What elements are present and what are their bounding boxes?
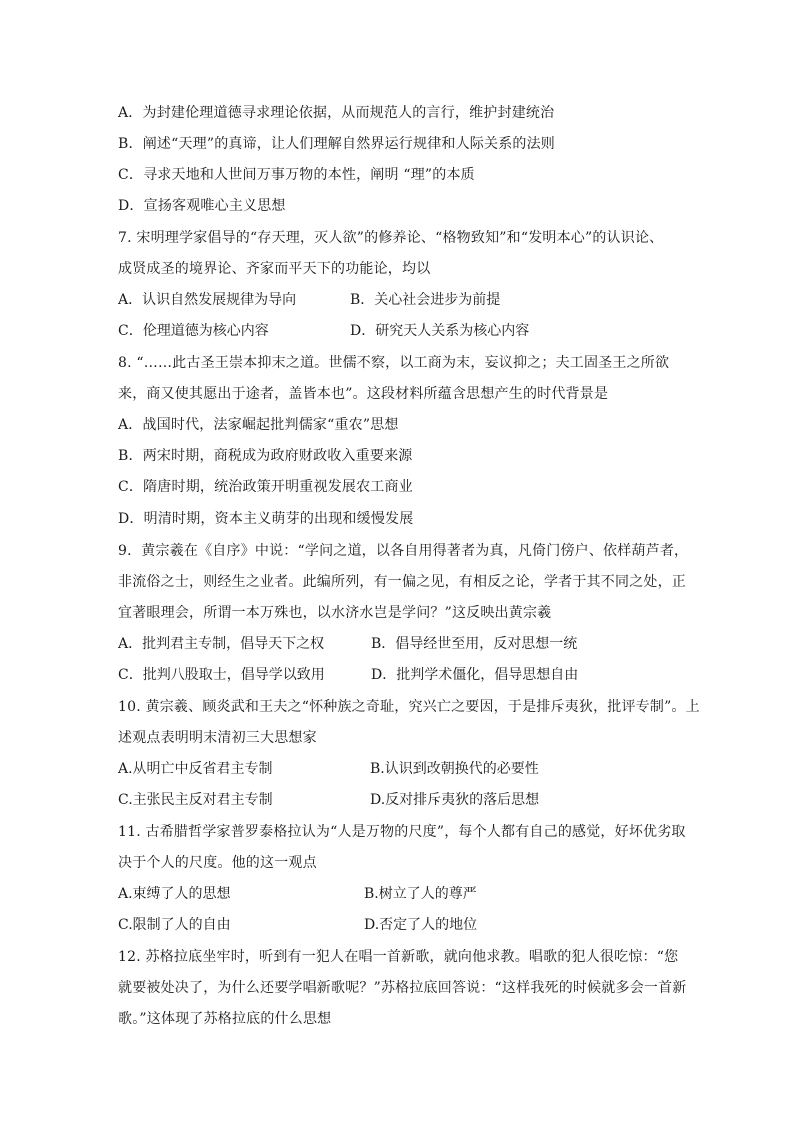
q9-stem-line-2: 非流俗之士，则经生之业者。此编所列，有一偏之见，有相反之论，学者于其不同之处，正	[118, 574, 686, 590]
q11-option-d: D.否定了人的地位	[364, 917, 478, 933]
q9-option-b: B．倡导经世至用，反对思想一统	[371, 636, 578, 652]
q9-option-d: D．批判学术僵化，倡导思想自由	[371, 667, 579, 683]
q11-option-c: C.限制了人的自由	[118, 917, 231, 933]
q9-stem-line-1: 9．黄宗羲在《自序》中说：“学问之道，以各自用得著者为真，凡倚门傍户、依样葫芦者，	[118, 543, 689, 559]
q10-option-c: C.主张民主反对君主专制	[118, 792, 273, 808]
q10-option-d: D.反对排斥夷狄的落后思想	[370, 792, 540, 808]
q8-option-c: C．隋唐时期，统治政策开明重视发展农工商业	[118, 479, 413, 495]
q10-stem-line-1: 10. 黄宗羲、顾炎武和王夫之“怀种族之奇耻，究兴亡之要因，于是排斥夷狄，批评专制”。上	[118, 699, 700, 715]
q6-option-c: C．寻求天地和人世间万事万物的本性，阐明 “理”的本质	[118, 167, 475, 183]
q9-option-a: A．批判君主专制，倡导天下之权	[118, 636, 325, 652]
q8-option-d: D．明清时期，资本主义萌芽的出现和缓慢发展	[118, 511, 414, 527]
q7-stem-line-2: 成贤成圣的境界论、齐家而平天下的功能论，均以	[118, 261, 431, 277]
q10-option-a: A.从明亡中反省君主专制	[118, 761, 273, 777]
q6-option-b: B．阐述“天理”的真谛，让人们理解自然界运行规律和人际关系的法则	[118, 136, 556, 152]
q12-stem-line-2: 就要被处决了，为什么还要学唱新歌呢？”苏格拉底回答说：“这样我死的时候就多会一首新	[118, 980, 687, 996]
q7-option-d: D．研究天人关系为核心内容	[350, 323, 530, 339]
q7-option-a: A．认识自然发展规律为导向	[118, 292, 297, 308]
q9-option-c: C．批判八股取士，倡导学以致用	[118, 667, 325, 683]
q12-stem-line-1: 12. 苏格拉底坐牢时，听到有一犯人在唱一首新歌，就向他求教。唱歌的犯人很吃惊：“您	[118, 949, 679, 965]
q10-option-b: B.认识到改朝换代的必要性	[370, 761, 539, 777]
q12-stem-line-3: 歌。”这体现了苏格拉底的什么思想	[118, 1011, 332, 1027]
q7-option-c: C．伦理道德为核心内容	[118, 323, 269, 339]
q11-option-a: A.束缚了人的思想	[118, 886, 231, 902]
q6-option-a: A．为封建伦理道德寻求理论依据，从而规范人的言行，维护封建统治	[118, 105, 555, 121]
q11-stem-line-2: 决于个人的尺度。他的这一观点	[118, 855, 317, 871]
q8-option-b: B．两宋时期，商税成为政府财政收入重要来源	[118, 448, 413, 464]
q7-option-b: B．关心社会进步为前提	[350, 292, 501, 308]
q7-stem-line-1: 7. 宋明理学家倡导的“存天理，灭人欲”的修养论、“格物致知”和“发明本心”的认识论、	[118, 230, 664, 246]
q11-option-b: B.树立了人的尊严	[364, 886, 477, 902]
q8-option-a: A．战国时代，法家崛起批判儒家“重农”思想	[118, 417, 399, 433]
q6-option-d: D．宣扬客观唯心主义思想	[118, 198, 286, 214]
q8-stem-line-1: 8. “……此古圣王崇本抑末之道。世儒不察，以工商为末，妄议抑之；夫工固圣王之所欲	[118, 355, 670, 371]
q9-stem-line-3: 宜著眼理会，所谓一本万殊也，以水济水岂是学问？”这反映出黄宗羲	[118, 605, 552, 621]
q11-stem-line-1: 11. 古希腊哲学家普罗泰格拉认为“人是万物的尺度”，每个人都有自己的感觉，好坏优劣取	[118, 824, 686, 840]
q8-stem-line-2: 来，商又使其愿出于途者，盖皆本也”。这段材料所蕴含思想产生的时代背景是	[118, 386, 609, 402]
q10-stem-line-2: 述观点表明明末清初三大思想家	[118, 730, 317, 746]
